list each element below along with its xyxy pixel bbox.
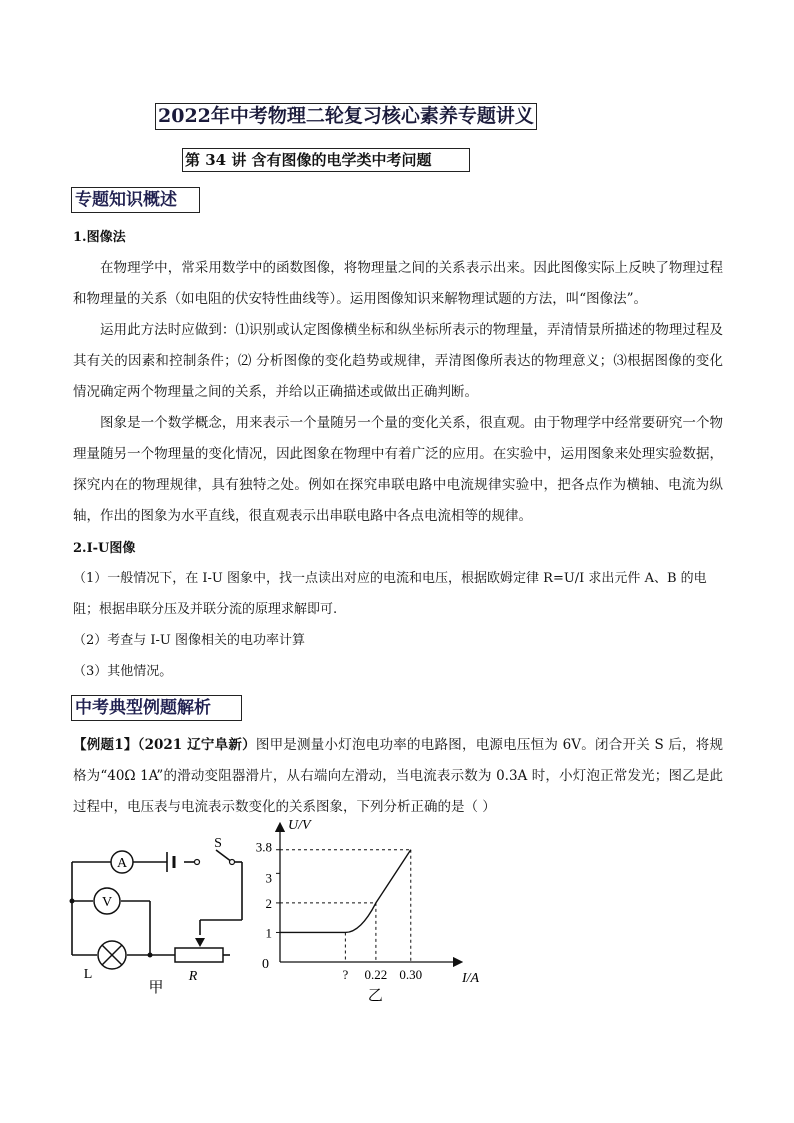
- y-axis-label: U/V: [288, 818, 311, 833]
- ammeter-label: A: [116, 856, 128, 871]
- x-tick-label: 0.22: [364, 967, 388, 982]
- example-1: [73, 730, 723, 823]
- section-title-overview: 专题知识概述: [71, 187, 200, 213]
- circuit-diagram: [60, 830, 260, 1005]
- example-text: 图甲是测量小灯泡电功率的电路图，电源电压恒为 6V。闭合开关 S 后，将规格为“40Ω 1A”的滑动变阻器滑片，从右端向左滑动，当电流表示数为 0.3A 时，小灯泡正常发光；图乙是此过程中，电压表与电流表示数变化的关系图象，下列分析正确的是（ ）: [73, 737, 723, 815]
- y-tick-label: 1: [265, 925, 272, 941]
- heading-graph-method: 1.图像法: [73, 230, 126, 245]
- paragraph-1: 在物理学中，常采用数学中的函数图像，将物理量之间的关系表示出来。因此图像实际上反映了物理过程和物理量的关系（如电阻的伏安特性曲线等）。运用图像知识来解物理试题的方法，叫“图像法”。: [73, 260, 723, 307]
- rheostat-label: R: [188, 969, 198, 984]
- lecture-title: 第 34 讲 含有图像的电学类中考问题: [182, 148, 470, 172]
- x-axis-label: I/A: [462, 971, 480, 986]
- iu-chart: [245, 818, 480, 1005]
- overview-paragraphs: [73, 253, 723, 532]
- list-item: （2）考查与 I-U 图像相关的电功率计算: [73, 633, 306, 648]
- list-item: （3）其他情况。: [73, 664, 173, 679]
- list-item: （1）一般情况下，在 I-U 图象中，找一点读出对应的电流和电压，根据欧姆定律 R=U/I 求出元件 A、B 的电阻；根据串联分压及并联分流的原理求解即可.: [73, 571, 707, 617]
- y-tick-label: 3: [265, 870, 272, 886]
- document-title: 2022年中考物理二轮复习核心素养专题讲义: [155, 103, 537, 130]
- example-label: 【例题1】（2021 辽宁阜新）: [73, 737, 256, 753]
- y-tick-label: 2: [265, 895, 272, 911]
- iu-list: [73, 563, 723, 687]
- origin-label: 0: [262, 957, 269, 972]
- switch-label: S: [214, 836, 222, 851]
- series-line: [280, 850, 411, 933]
- x-tick-label: 0.30: [399, 967, 423, 982]
- paragraph-2: 运用此方法时应做到：⑴识别或认定图像横坐标和纵坐标所表示的物理量，弄清情景所描述的物理过程及其有关的因素和控制条件；⑵ 分析图像的变化趋势或规律，弄清图像所表达的物理意义；⑶根据图像的变化情况确定两个物理量之间的关系，并给以正确描述或做出正确判断。: [73, 322, 723, 400]
- circuit-caption: 甲: [148, 980, 164, 996]
- voltmeter-label: V: [101, 895, 113, 910]
- heading-iu-graph: 2.I-U图像: [73, 541, 136, 556]
- paragraph-3: 图象是一个数学概念，用来表示一个量随另一个量的变化关系，很直观。由于物理学中经常要研究一个物理量随另一个物理量的变化情况，因此图象在物理中有着广泛的应用。在实验中，运用图象来处理实验数据，探究内在的物理规律，具有独特之处。例如在探究串联电路中电流规律实验中，把各点作为横轴、电流为纵轴，作出的图象为水平直线，很直观表示出串联电路中各点电流相等的规律。: [73, 415, 723, 524]
- chart-caption: 乙: [367, 988, 383, 1004]
- rheostat-slider-arrow: [195, 938, 205, 947]
- rheostat-icon: [175, 948, 223, 962]
- section-title-examples: 中考典型例题解析: [71, 695, 242, 721]
- y-tick-label: 3.8: [255, 839, 272, 855]
- x-tick-label: ?: [342, 967, 349, 982]
- lamp-label: L: [83, 967, 93, 982]
